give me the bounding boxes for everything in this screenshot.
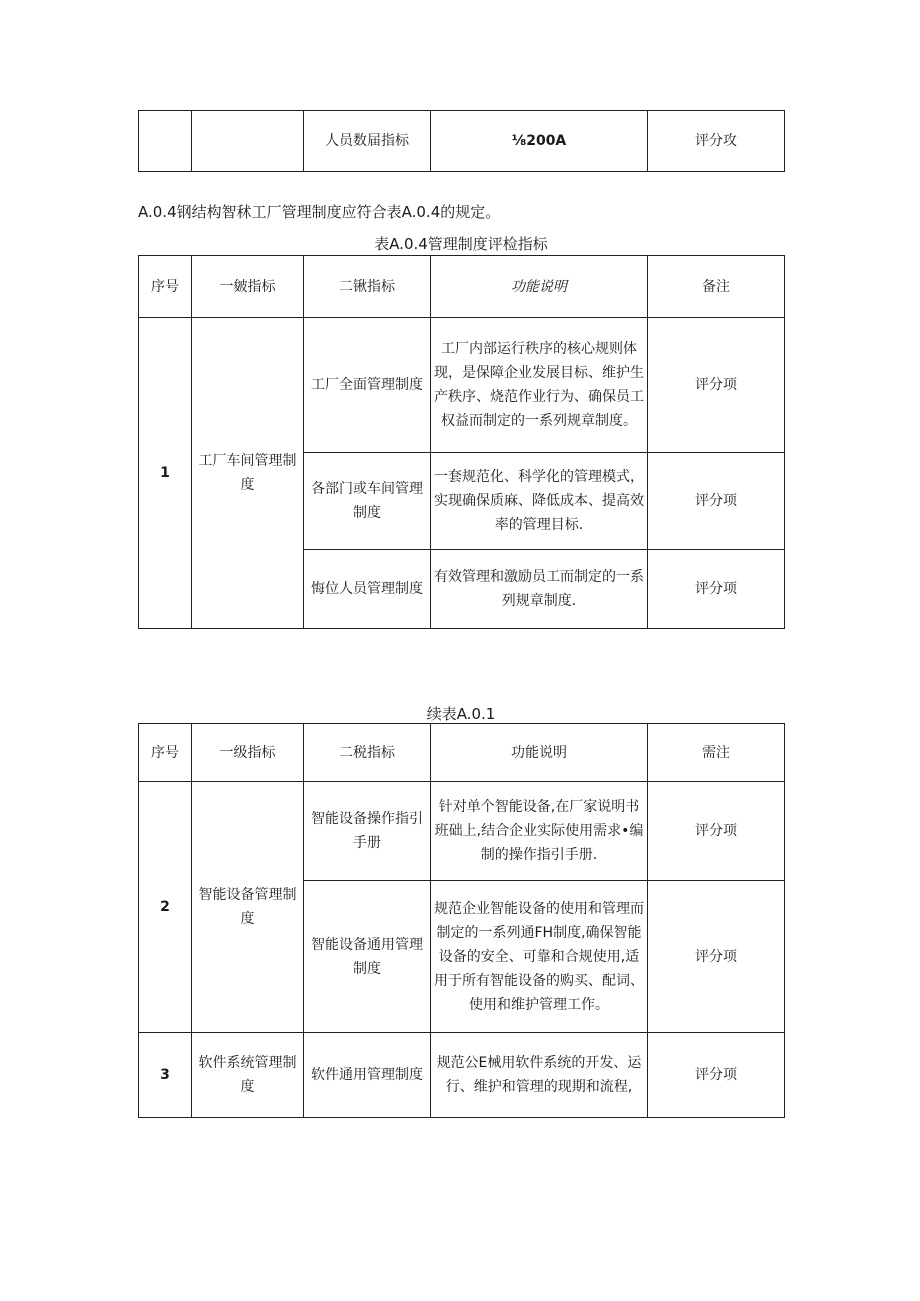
top-cell-level1 bbox=[192, 111, 304, 172]
table2-header-level1: 一级指标 bbox=[192, 724, 304, 782]
table1-row3-note: 评分项 bbox=[648, 550, 785, 629]
top-table-fragment bbox=[138, 110, 785, 172]
table2-group3-no: 3 bbox=[139, 1033, 192, 1118]
table1-row1-level2: 工厂全面管理制度 bbox=[304, 318, 431, 453]
table2-group2-row1-level2: 智能设备操作指引手册 bbox=[304, 782, 431, 881]
table1 bbox=[138, 255, 785, 629]
table-row bbox=[139, 782, 785, 881]
table2-group2-row2-function: 规范企业智能设备的使用和管理而制定的一系列通FH制度,确保智能设备的安全、可靠和合规使用,适用于所有智能设备的购买、配词、使用和维护管理工作。 bbox=[431, 881, 648, 1033]
table2-group2-row2-level2: 智能设备通用管理制度 bbox=[304, 881, 431, 1033]
section-paragraph: A.0.4钢结构智秫工厂管理制度应符合表A.0.4的规定。 bbox=[138, 203, 501, 221]
table2-header-no: 序号 bbox=[139, 724, 192, 782]
table2-group2-row2-note: 评分项 bbox=[648, 881, 785, 1033]
table1-row2-note: 评分项 bbox=[648, 453, 785, 550]
table2-group3-name: 软件系统管理制度 bbox=[192, 1033, 304, 1118]
table-row bbox=[139, 1033, 785, 1118]
table2-header-level2: 二税指标 bbox=[304, 724, 431, 782]
top-cell-indicator: 人员数届指标 bbox=[304, 111, 431, 172]
table2-group2-name: 智能设备管理制度 bbox=[192, 782, 304, 1033]
top-cell-value: ⅛200A bbox=[431, 111, 648, 172]
table1-row3-level2: 悔位人员管理制度 bbox=[304, 550, 431, 629]
table1-row2-function: 一套规范化、科学化的管理模式，实现确保质麻、降低成本、提高效率的管理目标. bbox=[431, 453, 648, 550]
table2-group2-row1-function: 针对单个智能设备,在厂家说明书班础上,结合企业实际使用需求•编制的操作指引手册. bbox=[431, 782, 648, 881]
table1-row1-function: 工厂内部运行秩序的核心规则体现，是保障企业发展目标、维护生产秩序、烧范作业行为、确保员工权益而制定的一系列规章制度。 bbox=[431, 318, 648, 453]
table1-row1-note: 评分项 bbox=[648, 318, 785, 453]
table1-row3-function: 有效管理和激励员工而制定的一系列规章制度. bbox=[431, 550, 648, 629]
table1-header-function: 功能说明 bbox=[431, 256, 648, 318]
table1-caption: 表A.0.4管理制度评检指标 bbox=[374, 235, 548, 253]
table2-header-function: 功能说明 bbox=[431, 724, 648, 782]
table2-group3-row1-level2: 软件通用管理制度 bbox=[304, 1033, 431, 1118]
top-cell-note: 评分攻 bbox=[648, 111, 785, 172]
table2-group2-no: 2 bbox=[139, 782, 192, 1033]
table1-header-level1: 一皴指标 bbox=[192, 256, 304, 318]
table2 bbox=[138, 723, 785, 1118]
table1-header-no: 序号 bbox=[139, 256, 192, 318]
table1-header-level2: 二锹指标 bbox=[304, 256, 431, 318]
table1-header-note: 备注 bbox=[648, 256, 785, 318]
table2-group3-row1-function: 规范公E械用软件系统的开发、运行、维护和管理的现期和流程, bbox=[431, 1033, 648, 1118]
table2-group3-row1-note: 评分项 bbox=[648, 1033, 785, 1118]
top-cell-no bbox=[139, 111, 192, 172]
table1-group-no: 1 bbox=[139, 318, 192, 629]
table2-group2-row1-note: 评分项 bbox=[648, 782, 785, 881]
table-row bbox=[139, 318, 785, 453]
table1-group-name: 工厂车间管理制度 bbox=[192, 318, 304, 629]
table2-caption: 续表A.0.1 bbox=[426, 705, 496, 723]
table1-row2-level2: 各部门或车间管理制度 bbox=[304, 453, 431, 550]
table2-header-note: 需注 bbox=[648, 724, 785, 782]
